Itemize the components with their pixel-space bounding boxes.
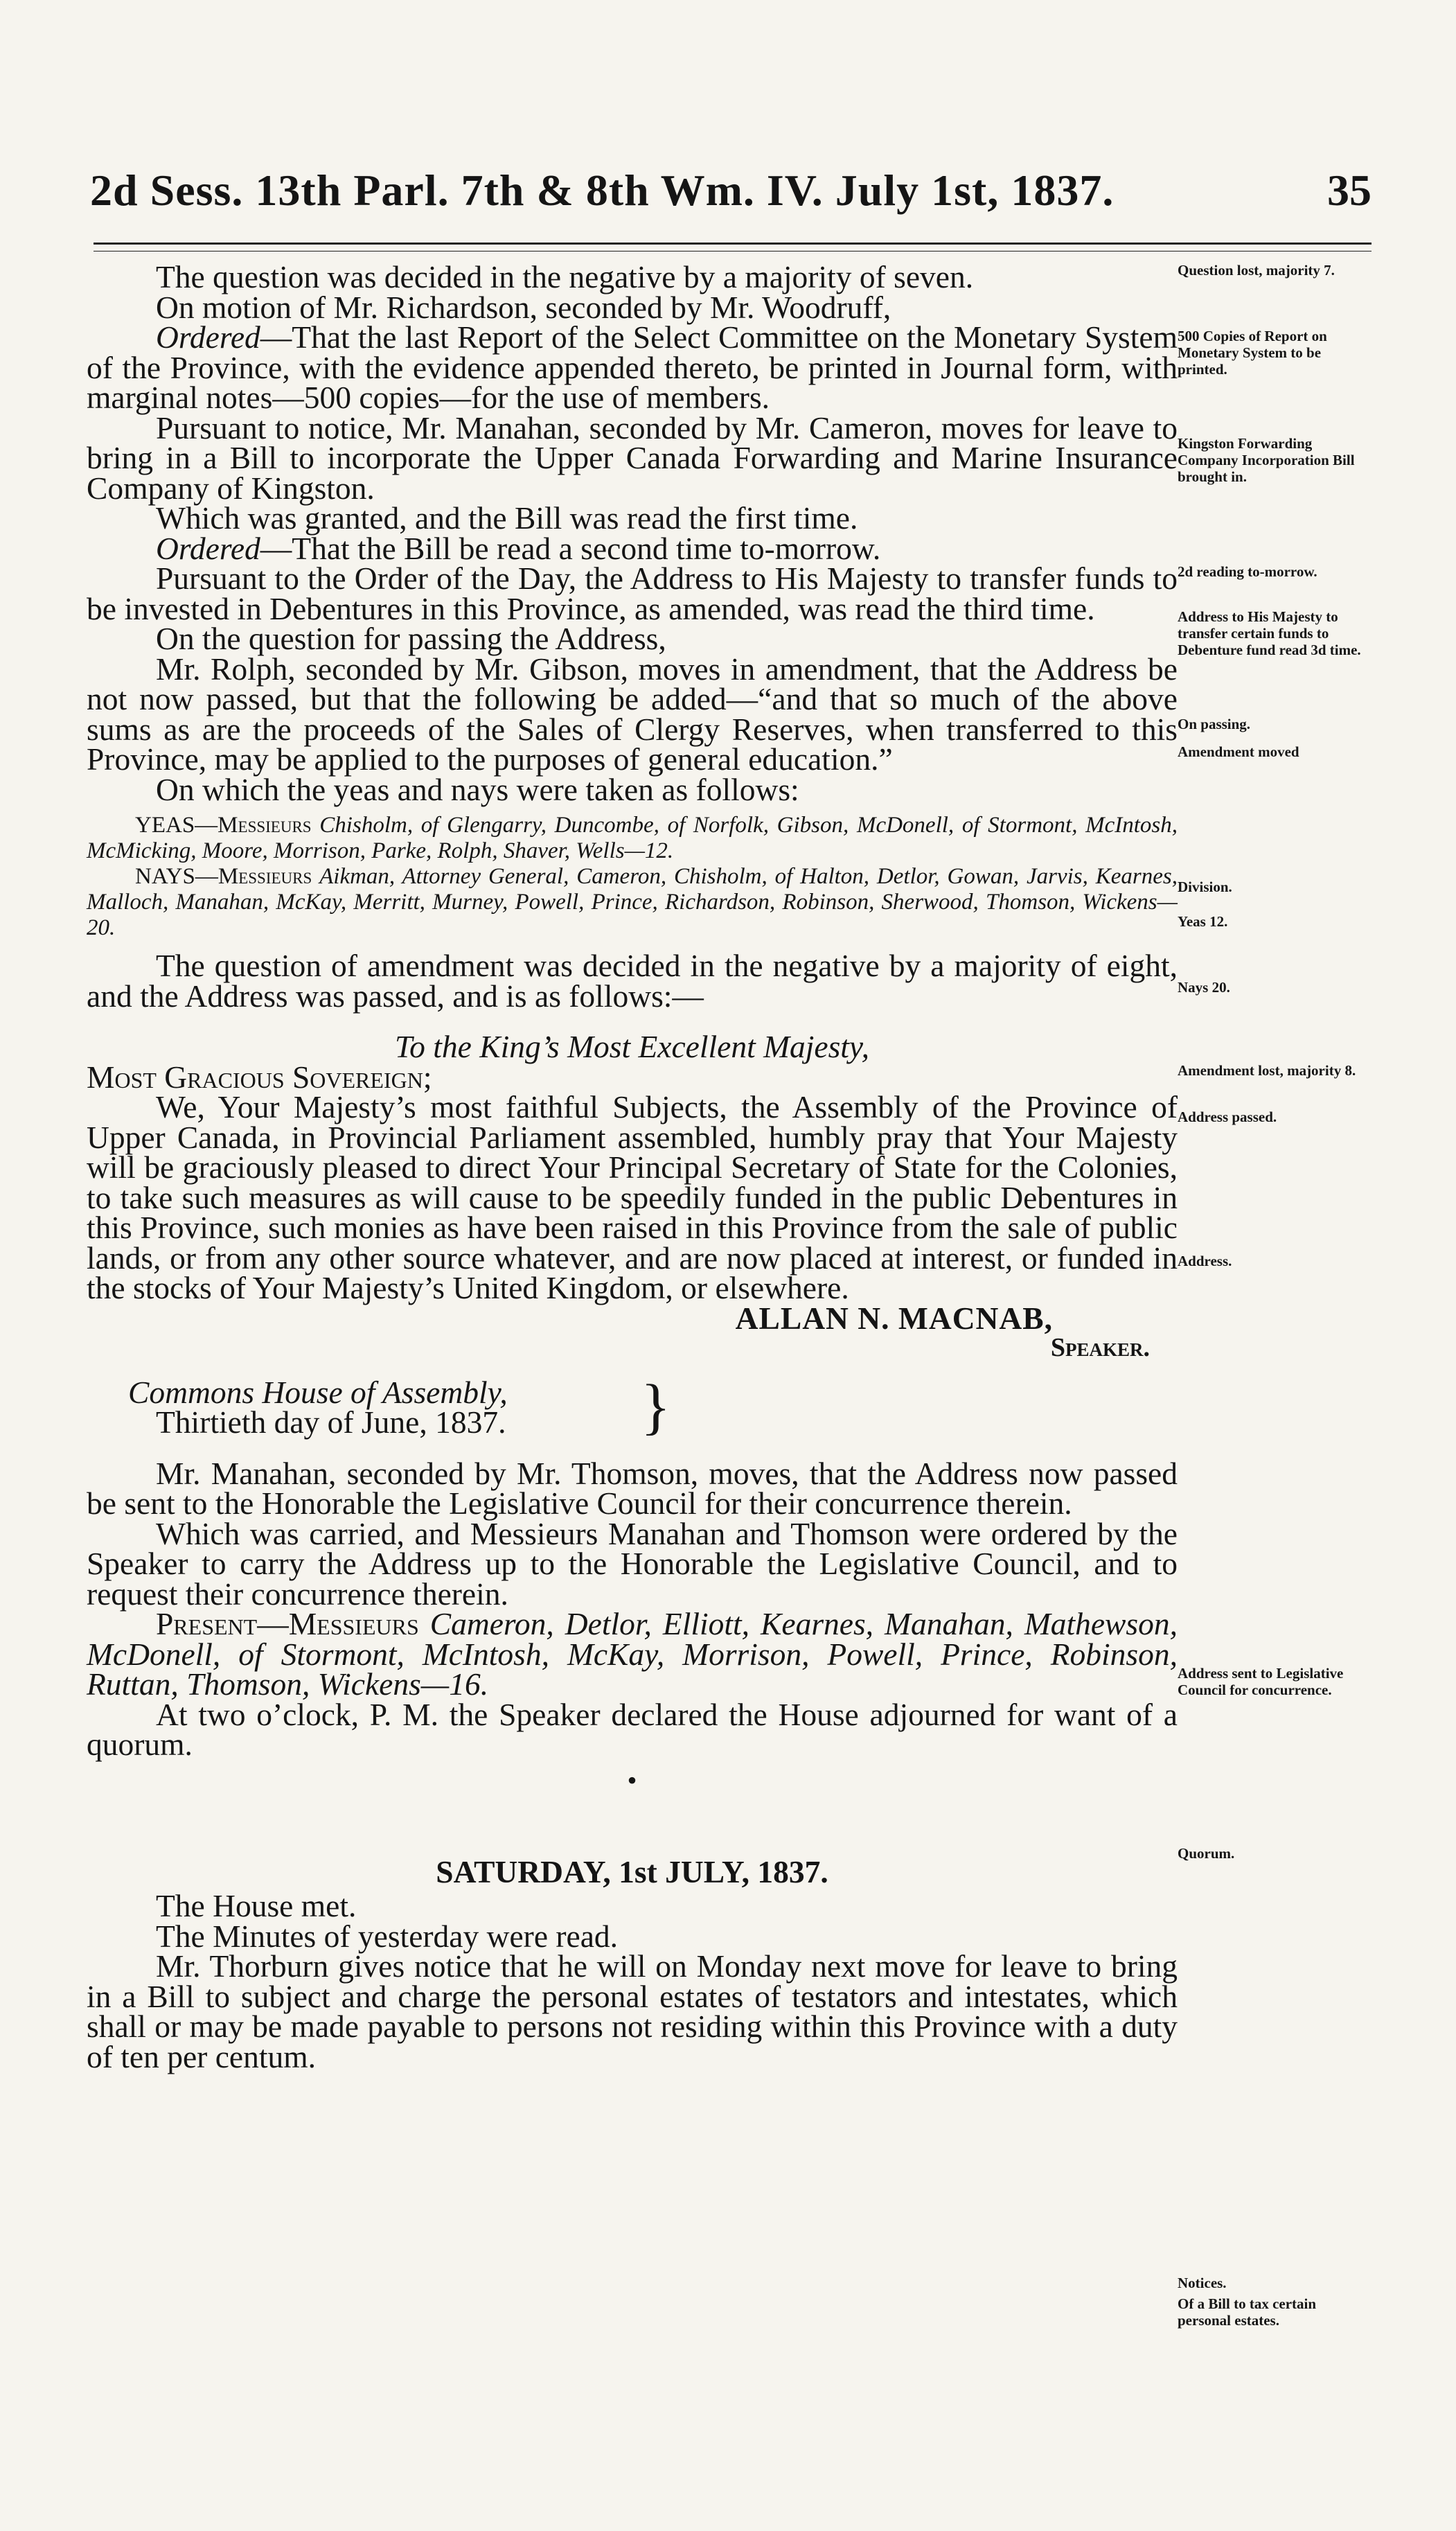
address-heading: To the King’s Most Excellent Majesty, — [395, 1029, 869, 1064]
paragraph-carried: Which was carried, and Messieurs Manahan and Thomson were ordered by the Speaker to carry the Address up to the Honorable the Legislative Council, and to request their concurrence therein. — [87, 1515, 1178, 1612]
address-body: We, Your Majesty’s most faithful Subjects, the Assembly of the Province of Upper Canada, in Provincial Parliament assembled, humbly pray that Your Majesty will be graciously pleased to direct Your Principal Secretary of State for the Colonies, to take such measures as will cause to be speedily funded in the public Debentures in this Province, such monies as have been raised in this Province from the sale of public lands, or from any other source whatever, and are now placed at interest, or funded in the stocks of Your Majesty’s United Kingdom, or elsewhere. — [87, 1089, 1178, 1305]
paragraph-granted: Which was granted, and the Bill was read the first time. — [156, 500, 858, 536]
paragraph-question-passing: On the question for passing the Address, — [156, 621, 666, 656]
paragraph-address-third-reading: Pursuant to the Order of the Day, the Address to His Majesty to transfer funds to be invested in Debentures in this Province, as amended, was read the third time. — [87, 561, 1178, 626]
paragraph-amendment-lost: The question of amendment was decided in the negative by a majority of eight, and the Address was passed, and is as follows:— — [87, 948, 1178, 1014]
paragraph-thorburn-notice: Mr. Thorburn gives notice that he will on Monday next move for leave to bring in a Bill to subject and charge the personal estates of testators and intestates, which shall or may be made payable to persons not residing within this Province with a duty of ten per centum. — [87, 1948, 1178, 2074]
commons-house: Commons House of Assembly, — [128, 1374, 508, 1410]
paragraph-yeas-nays-intro: On which the yeas and nays were taken as follows: — [156, 771, 799, 807]
page-number: 35 — [1327, 166, 1371, 215]
margin-note: Address. — [1178, 1253, 1232, 1269]
section-separator: • — [627, 1764, 637, 1796]
yeas-names: Chisholm, of Glengarry, Duncombe, of Norfolk, Gibson, McDonell, of Stormont, McIntosh, McMicking, Moore, Morrison, Parke, Rolph, Shaver, Wells—12. — [87, 813, 1178, 863]
address-dateline — [128, 1372, 1178, 1441]
header-rule-thick — [94, 242, 1371, 245]
yeas-list — [87, 813, 1178, 864]
paragraph-rolph-amendment: Mr. Rolph, seconded by Mr. Gibson, moves in amendment, that the Address be not now passed, but that the following be added—“and that so much of the above sums as are the proceeds of the Sales of Clergy Reserves, when transferred to this Province, may be applied to the purposes of general education.” — [87, 651, 1178, 777]
brace-glyph: } — [641, 1372, 671, 1441]
paragraph-motion-richardson: On motion of Mr. Richardson, seconded by Mr. Woodruff, — [156, 289, 891, 325]
nays-label: NAYS—Messieurs — [135, 864, 312, 889]
margin-note: Question lost, majority 7. — [1178, 262, 1335, 279]
paragraph-house-met: The House met. — [156, 1888, 357, 1923]
paragraph-ordered-second-reading — [87, 530, 1178, 566]
margin-note: Amendment moved — [1178, 743, 1299, 760]
margin-note: Nays 20. — [1178, 979, 1230, 996]
margin-note: Address sent to Legislative Council for concurrence. — [1178, 1665, 1344, 1698]
division-list — [87, 813, 1178, 941]
margin-note: Amendment lost, majority 8. — [1178, 1062, 1356, 1079]
ordered-report-text: —That the last Report of the Select Committee on the Monetary System of the Province, with the evidence appended thereto, be printed in Journal form, with marginal notes—500 copies—for the use of members. — [87, 319, 1178, 415]
paragraph-minutes-read: The Minutes of yesterday were read. — [156, 1918, 619, 1954]
margin-note: 2d reading to-morrow. — [1178, 563, 1317, 580]
header-rule-thin — [94, 251, 1371, 252]
margin-note: Quorum. — [1178, 1845, 1235, 1862]
nays-list — [87, 864, 1178, 941]
paragraph-kingston-bill: Pursuant to notice, Mr. Manahan, seconded by Mr. Cameron, moves for leave to bring in a Bill to incorporate the Upper Canada Forwarding and Marine Insurance Company of Kingston. — [87, 409, 1178, 506]
body-column — [87, 259, 1178, 2074]
paragraph-question-lost: The question was decided in the negative by a majority of seven. — [156, 259, 974, 294]
nays-names: Aikman, Attorney General, Cameron, Chisholm, of Halton, Detlor, Gowan, Jarvis, Kearnes, Malloch, Manahan, McKay, Merritt, Murney, Powell, Prince, Richardson, Robinson, Sherwood, Thomson, Wickens—20. — [87, 864, 1178, 940]
ordered-second-reading-text: —That the Bill be read a second time to-morrow. — [260, 530, 881, 566]
margin-note: Kingston Forwarding Company Incorporation Bill brought in. — [1178, 435, 1355, 485]
margin-note: Of a Bill to tax certain personal estates. — [1178, 2295, 1317, 2329]
speaker-title: Speaker. — [1050, 1333, 1150, 1362]
running-title: 2d Sess. 13th Parl. 7th & 8th Wm. IV. July 1st, 1837. — [90, 166, 1115, 215]
present-names: Cameron, Detlor, Elliott, Kearnes, Manahan, Mathewson, McDonell, of Stormont, McIntosh, McKay, Morrison, Powell, Prince, Robinson, Ruttan, Thomson, Wickens—16. — [87, 1606, 1178, 1702]
signature: ALLAN N. MACNAB, — [735, 1300, 1053, 1336]
margin-note: Address passed. — [1178, 1109, 1277, 1125]
yeas-label: YEAS—Messieurs — [135, 813, 312, 838]
margin-note: Yeas 12. — [1178, 913, 1228, 930]
ordered-label: Ordered — [156, 319, 260, 355]
margin-note: 500 Copies of Report on Monetary System to be printed. — [1178, 328, 1327, 378]
paragraph-present — [87, 1606, 1178, 1702]
paragraph-manahan-motion: Mr. Manahan, seconded by Mr. Thomson, moves, that the Address now passed be sent to the Honorable the Legislative Council for their concurrence therein. — [87, 1455, 1178, 1521]
margin-note: On passing. — [1178, 716, 1251, 732]
paragraph-ordered-report — [87, 319, 1178, 415]
address-salutation: Most Gracious Sovereign; — [87, 1059, 432, 1095]
paragraph-adjourned: At two o’clock, P. M. the Speaker declared the House adjourned for want of a quorum. — [87, 1696, 1178, 1762]
present-label: Present—Messieurs — [156, 1606, 419, 1641]
margin-note: Notices. — [1178, 2275, 1227, 2291]
ordered-label: Ordered — [156, 530, 260, 566]
page-header — [90, 165, 1371, 220]
margin-note: Division. — [1178, 879, 1232, 895]
date-line: Thirtieth day of June, 1837. — [156, 1404, 506, 1440]
margin-note: Address to His Majesty to transfer certain funds to Debenture fund read 3d time. — [1178, 608, 1361, 658]
day-heading: SATURDAY, 1st JULY, 1837. — [436, 1853, 828, 1889]
